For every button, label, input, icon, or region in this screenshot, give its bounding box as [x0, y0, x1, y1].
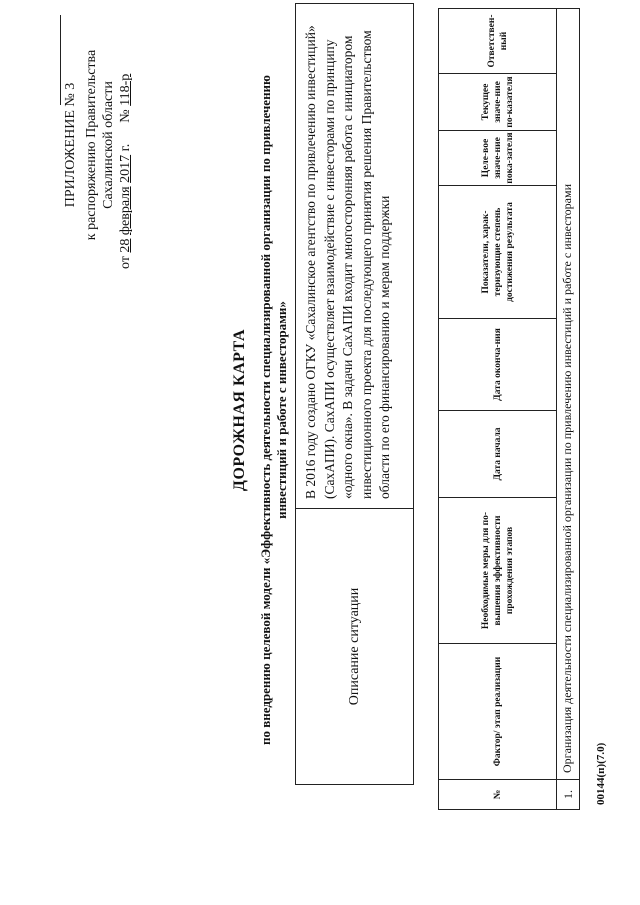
appendix-title: ПРИЛОЖЕНИЕ № 3 — [63, 82, 78, 208]
row-text: Организация деятельности специализированной организации по привлечению инвестиций и работе с инвесторами — [560, 183, 574, 773]
number-prefix: № — [118, 109, 133, 123]
header-target-value: Целе-вое значе-ние пока-зателя — [439, 130, 556, 185]
date-prefix: от — [118, 256, 133, 269]
appendix-line2: Сахалинской области — [101, 81, 116, 209]
situation-text: В 2016 году создано ОГКУ «Сахалинское агентство по привлечению инвестиций» (СахАПИ). СахАПИ осуществляет взаимодействие с инвесторами по принципу «одного окна». В задачи СахАПИ входит многосторонняя работа с инициатором инвестиционного проекта для последующего принятия решения Правительством области по его финансированию и мерам поддержки — [303, 25, 392, 499]
situation-label: Описание ситуации — [296, 508, 413, 784]
date-year: 2017 — [118, 154, 133, 183]
form-code: 00144(п)(7.0) — [595, 742, 607, 805]
header-factor: Фактор/ этап реализации — [439, 643, 556, 779]
top-rule — [60, 15, 61, 105]
date-day: 28 — [118, 238, 133, 253]
row-number: 1. — [557, 779, 579, 809]
header-current-value: Текущее значе-ние по-казателя — [439, 73, 556, 130]
header-measures: Необходимые меры для по-вышения эффективности прохождения этапов — [439, 497, 556, 643]
header-num: № — [439, 779, 556, 809]
title-block — [232, 65, 290, 755]
document-subtitle: по внедрению целевой модели «Эффективность деятельности специализированной организации по привлечению инвестиций и работе с инвесторами» — [258, 75, 289, 745]
date-month: февраля — [118, 186, 133, 236]
appendix-date-row — [117, 15, 134, 275]
roadmap-table — [438, 8, 580, 810]
table-row — [556, 9, 579, 809]
date-year-suffix: г. — [118, 143, 133, 152]
document-title: ДОРОЖНАЯ КАРТА — [231, 328, 248, 492]
header-start-date: Дата начала — [439, 410, 556, 497]
appendix-line1: к распоряжению Правительства — [84, 49, 99, 241]
situation-table — [295, 3, 414, 785]
document-number: 118-р — [118, 73, 133, 106]
header-indicators: Показатели, харак-теризующие степень достижения результата — [439, 185, 556, 318]
header-responsible: Ответствен-ный — [486, 14, 509, 68]
header-end-date: Дата оконча-ния — [439, 318, 556, 410]
appendix-header — [62, 15, 134, 275]
